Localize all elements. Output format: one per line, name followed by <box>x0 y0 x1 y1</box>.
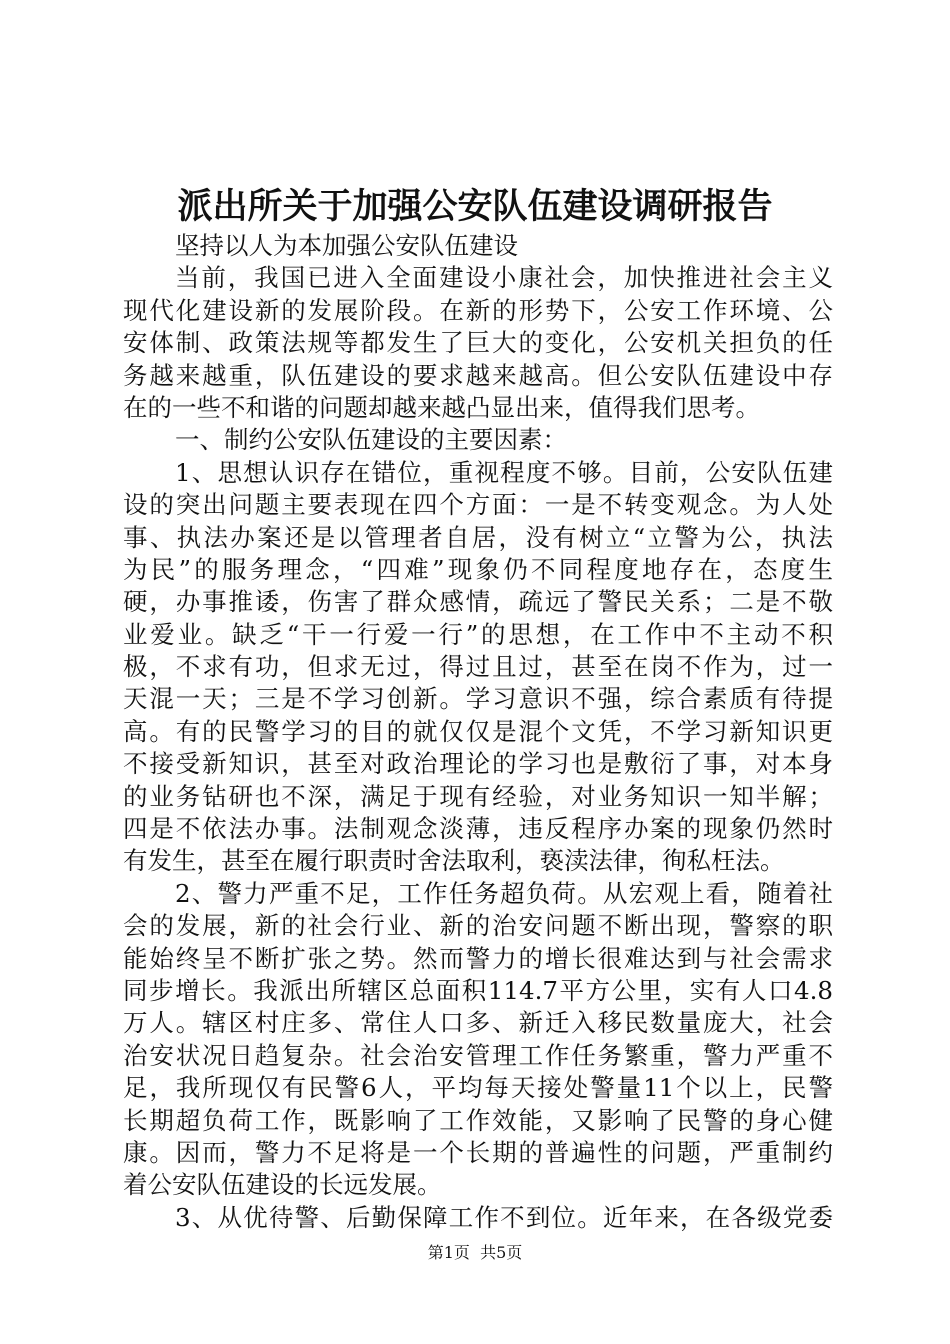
text-line: 长期超负荷工作，既影响了工作效能，又影响了民警的身心健 <box>123 1105 833 1135</box>
text-line: 在的一些不和谐的问题却越来越凸显出来，值得我们思考。 <box>123 392 760 422</box>
document-title: 派出所关于加强公安队伍建设调研报告 <box>177 186 773 227</box>
text-line: 高。有的民警学习的目的就仅仅是混个文凭，不学习新知识更 <box>123 716 833 746</box>
text-line: 安体制、政策法规等都发生了巨大的变化，公安机关担负的任 <box>123 328 833 358</box>
text-line: 2、警力严重不足，工作任务超负荷。从宏观上看，随着社 <box>175 878 833 908</box>
text-line: 现代化建设新的发展阶段。在新的形势下，公安工作环境、公 <box>123 295 833 325</box>
text-line: 为民”的服务理念，“四难”现象仍不同程度地存在，态度生 <box>123 554 833 584</box>
page-footer: 第1页 共5页 <box>427 1243 523 1262</box>
text-line: 能始终呈不断扩张之势。然而警力的增长很难达到与社会需求 <box>123 943 833 973</box>
text-line: 设的突出问题主要表现在四个方面：一是不转变观念。为人处 <box>123 490 833 520</box>
text-line: 同步增长。我派出所辖区总面积114.7平方公里，实有人口4.8 <box>123 975 833 1005</box>
text-line: 事、执法办案还是以管理者自居，没有树立“立警为公，执法 <box>123 522 833 552</box>
document-body <box>123 230 833 1234</box>
text-line: 万人。辖区村庄多、常住人口多、新迁入移民数量庞大，社会 <box>123 1008 833 1038</box>
text-line: 有发生，甚至在履行职责时舍法取利，亵渎法律，徇私枉法。 <box>123 846 785 876</box>
text-line: 1、思想认识存在错位，重视程度不够。目前，公安队伍建 <box>175 457 833 487</box>
text-line: 硬，办事推诿，伤害了群众感情，疏远了警民关系；二是不敬 <box>123 587 833 617</box>
text-line: 当前，我国已进入全面建设小康社会，加快推进社会主义 <box>175 263 833 293</box>
text-line: 3、从优待警、后勤保障工作不到位。近年来，在各级党委 <box>175 1202 833 1232</box>
text-line: 的业务钻研也不深，满足于现有经验，对业务知识一知半解； <box>123 781 833 811</box>
text-line: 四是不依法办事。法制观念淡薄，违反程序办案的现象仍然时 <box>123 814 833 844</box>
text-line: 务越来越重，队伍建设的要求越来越高。但公安队伍建设中存 <box>123 360 833 390</box>
text-line: 坚持以人为本加强公安队伍建设 <box>175 231 518 260</box>
text-line: 足，我所现仅有民警6人，平均每天接处警量11个以上，民警 <box>123 1073 833 1103</box>
text-line: 天混一天；三是不学习创新。学习意识不强，综合素质有待提 <box>123 684 833 714</box>
text-line: 会的发展，新的社会行业、新的治安问题不断出现，警察的职 <box>123 911 833 941</box>
text-line: 业爱业。缺乏“干一行爱一行”的思想，在工作中不主动不积 <box>123 619 833 649</box>
text-line: 治安状况日趋复杂。社会治安管理工作任务繁重，警力严重不 <box>123 1040 833 1070</box>
text-line: 极，不求有功，但求无过，得过且过，甚至在岗不作为，过一 <box>123 652 833 682</box>
text-line: 不接受新知识，甚至对政治理论的学习也是敷衍了事，对本身 <box>123 749 833 779</box>
text-line: 一、制约公安队伍建设的主要因素： <box>175 425 567 455</box>
text-line: 康。因而，警力不足将是一个长期的普遍性的问题，严重制约 <box>123 1137 833 1167</box>
text-line: 着公安队伍建设的长远发展。 <box>123 1170 442 1200</box>
